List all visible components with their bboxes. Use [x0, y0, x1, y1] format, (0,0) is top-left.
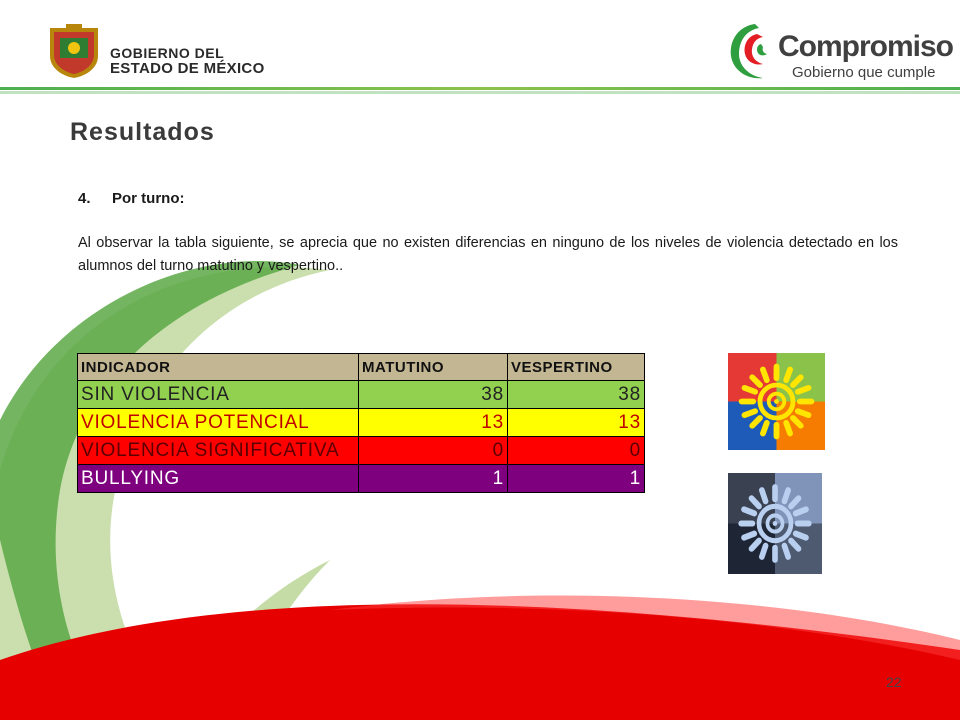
matutino-cell: 0 — [359, 437, 508, 465]
vespertino-cell: 1 — [508, 465, 645, 493]
sun-color-icon — [728, 353, 825, 450]
table-row — [78, 437, 645, 465]
vespertino-cell: 13 — [508, 409, 645, 437]
page-number: 22 — [886, 674, 902, 690]
matutino-cell: 38 — [359, 381, 508, 409]
brand-subtitle: Gobierno que cumple — [792, 64, 936, 81]
matutino-cell: 13 — [359, 409, 508, 437]
gov-line1: GOBIERNO DEL — [110, 45, 225, 61]
header-vespertino: VESPERTINO — [508, 354, 645, 381]
indicador-cell: SIN VIOLENCIA — [78, 381, 359, 409]
section-heading-text: Por turno: — [112, 190, 185, 207]
section-heading — [78, 190, 185, 207]
header-indicador: INDICADOR — [78, 354, 359, 381]
indicador-cell: VIOLENCIA POTENCIAL — [78, 409, 359, 437]
indicador-cell: BULLYING — [78, 465, 359, 493]
gov-line2: ESTADO DE MÉXICO — [110, 60, 265, 77]
table-header-row — [78, 354, 645, 381]
table-row — [78, 381, 645, 409]
matutino-cell: 1 — [359, 465, 508, 493]
header-matutino: MATUTINO — [359, 354, 508, 381]
header-divider — [0, 87, 960, 95]
vespertino-cell: 38 — [508, 381, 645, 409]
government-name — [110, 46, 265, 76]
section-number: 4. — [78, 190, 91, 207]
section-paragraph: Al observar la tabla siguiente, se aprecia que no existen diferencias en ninguno de los niveles de violencia detectado en los alumnos del turno matutino y vespertino.. — [78, 235, 898, 274]
vespertino-cell: 0 — [508, 437, 645, 465]
brand-title: Compromiso — [778, 30, 954, 63]
table-row — [78, 465, 645, 493]
page-title: Resultados — [70, 118, 215, 146]
indicador-cell: VIOLENCIA SIGNIFICATIVA — [78, 437, 359, 465]
results-table — [77, 353, 645, 493]
coat-of-arms-icon — [44, 22, 104, 78]
sun-gray-icon — [728, 473, 822, 574]
compromiso-logo-icon — [725, 18, 779, 82]
table-row — [78, 409, 645, 437]
